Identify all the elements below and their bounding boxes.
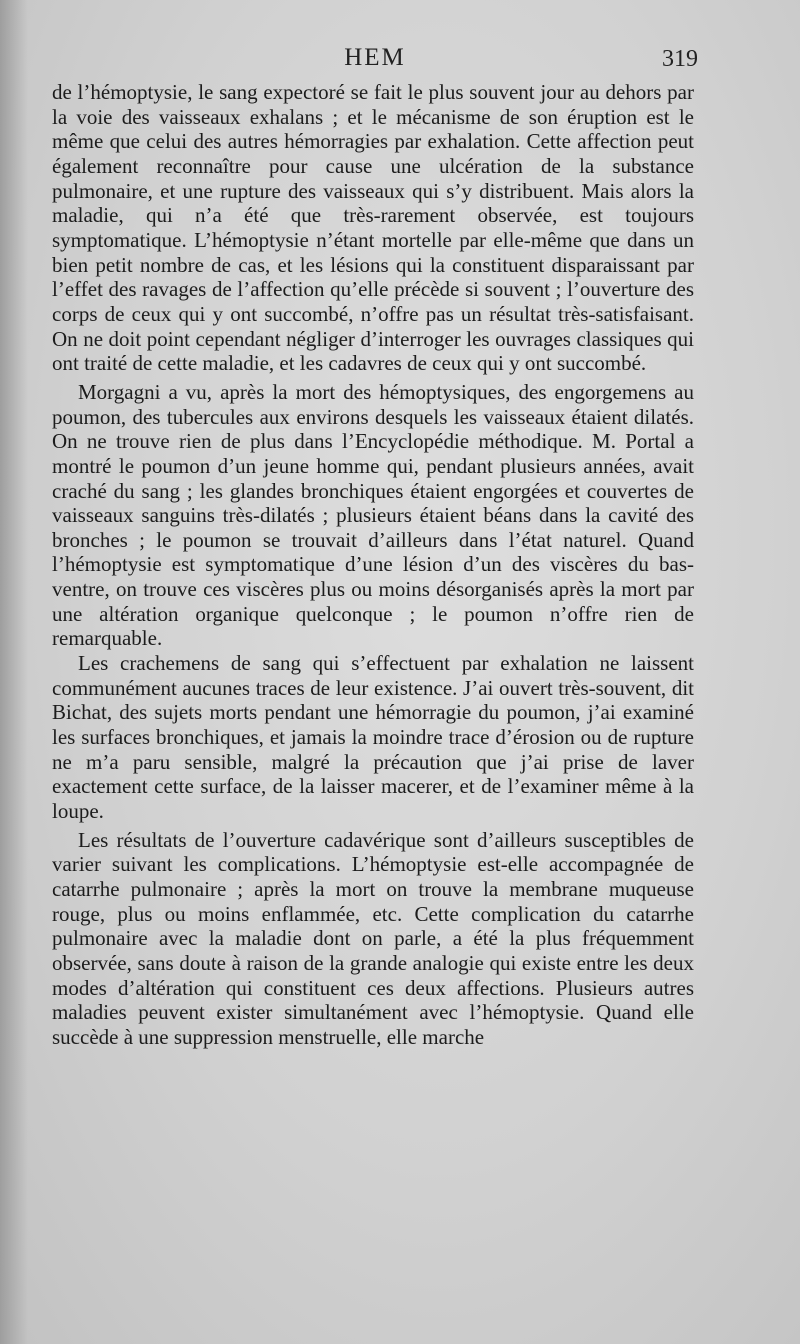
running-head: HEM xyxy=(344,44,406,71)
page-gutter-shadow xyxy=(0,0,28,1344)
paragraph-1: de l’hémoptysie, le sang expectoré se fait le plus souvent jour au dehors par la voie des vaisseaux exhalans ; et le mécanisme de son éruption est le même que celui des autres hémorragies par exhalation. Cette affection peut également reconnaître pour cause une ulcération de la substance pulmonaire, et une rupture des vaisseaux qui s’y distribuent. Mais alors la maladie, qui n’a été que très-rarement observée, est toujours symptomatique. L’hémoptysie n’étant mortelle par elle-même que dans un bien petit nombre de cas, et les lésions qui la constituent disparaissant par l’effet des ravages de l’affection qu’elle précède si souvent ; l’ouverture des corps de ceux qui y ont succombé, n’offre pas un résultat très-satisfaisant. On ne doit point cependant négliger d’interroger les ouvrages classiques qui ont traité de cette maladie, et les cadavres de ceux qui y ont succombé. xyxy=(52,80,694,376)
paragraph-2: Morgagni a vu, après la mort des hémoptysiques, des engorgemens au poumon, des tubercules aux environs desquels les vaisseaux étaient dilatés. On ne trouve rien de plus dans l’Encyclopédie méthodique. M. Portal a montré le poumon d’un jeune homme qui, pendant plusieurs années, avait craché du sang ; les glandes bronchiques étaient engorgées et couvertes de vaisseaux sanguins très-dilatés ; plusieurs étaient béans dans la cavité des bronches ; le poumon se trouvait d’ailleurs dans l’état naturel. Quand l’hémoptysie est symptomatique d’une lésion d’un des viscères du bas-ventre, on trouve ces viscères plus ou moins désorganisés après la mort par une altération organique quelconque ; le poumon n’offre rien de remarquable. xyxy=(52,379,694,651)
body-text xyxy=(52,80,694,1050)
page-number: 319 xyxy=(662,46,698,72)
paragraph-3: Les crachemens de sang qui s’effectuent par exhalation ne laissent communément aucunes traces de leur existence. J’ai ouvert très-souvent, dit Bichat, des sujets morts pendant une hémorragie du poumon, j’ai examiné les surfaces bronchiques, et jamais la moindre trace d’érosion ou de rupture ne m’a paru sensible, malgré la précaution que j’ai prise de laver exactement cette surface, de la laisser macerer, et de l’examiner même à la loupe. xyxy=(52,651,694,824)
paragraph-4: Les résultats de l’ouverture cadavérique sont d’ailleurs susceptibles de varier suivant les complications. L’hémoptysie est-elle accompagnée de catarrhe pulmonaire ; après la mort on trouve la membrane muqueuse rouge, plus ou moins enflammée, etc. Cette complication du catarrhe pulmonaire avec la maladie dont on parle, a été la plus fréquemment observée, sans doute à raison de la grande analogie qui existe entre les deux modes d’altération qui constituent ces deux affections. Plusieurs autres maladies peuvent exister simultanément avec l’hémoptysie. Quand elle succède à une suppression menstruelle, elle marche xyxy=(52,827,694,1049)
page-header xyxy=(52,44,698,78)
